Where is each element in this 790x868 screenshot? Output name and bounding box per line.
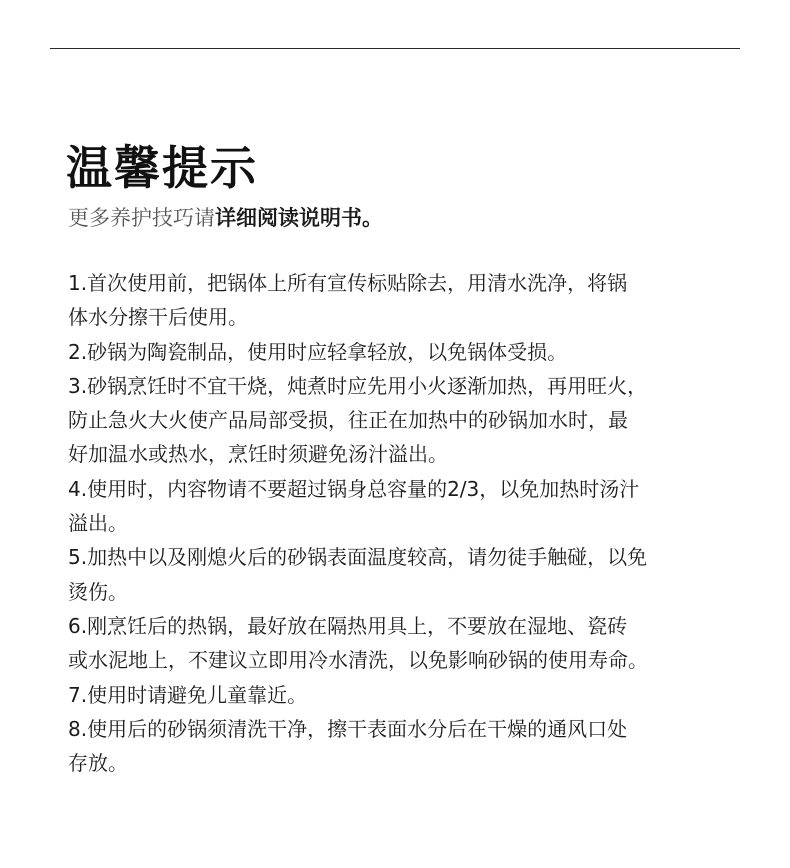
- top-divider: [50, 48, 740, 49]
- note-item-2: [68, 335, 728, 369]
- note-line: 存放。: [68, 751, 128, 776]
- note-line: 7.使用时请避免儿童靠近。: [68, 682, 308, 707]
- note-line: 好加温水或热水，烹饪时须避免汤汁溢出。: [68, 442, 448, 467]
- note-item-6: [68, 609, 728, 678]
- note-line: 2.砂锅为陶瓷制品，使用时应轻拿轻放，以免锅体受损。: [68, 339, 568, 364]
- note-line: 烫伤。: [68, 579, 128, 604]
- note-line: 8.使用后的砂锅须清洗干净，擦干表面水分后在干燥的通风口处: [68, 716, 628, 741]
- note-line: 体水分擦干后使用。: [68, 305, 248, 330]
- subtitle-prefix: 更多养护技巧请: [68, 206, 215, 230]
- note-item-4: [68, 472, 728, 541]
- note-line: 4.使用时，内容物请不要超过锅身总容量的2/3，以免加热时汤汁: [68, 476, 640, 501]
- note-line: 5.加热中以及刚熄火后的砂锅表面温度较高，请勿徒手触碰，以免: [68, 545, 648, 570]
- note-item-5: [68, 540, 728, 609]
- note-line: 3.砂锅烹饪时不宜干烧，炖煮时应先用小火逐渐加热，再用旺火，: [68, 373, 648, 398]
- note-item-3: [68, 369, 728, 472]
- page-title: 温馨提示: [66, 141, 258, 195]
- subtitle-emphasis: 详细阅读说明书。: [215, 206, 383, 230]
- note-item-7: [68, 678, 728, 712]
- care-notes-list: [68, 266, 728, 780]
- note-item-1: [68, 266, 728, 335]
- note-line: 防止急火大火使产品局部受损，往正在加热中的砂锅加水时，最: [68, 408, 628, 433]
- note-line: 或水泥地上，不建议立即用冷水清洗，以免影响砂锅的使用寿命。: [68, 648, 648, 673]
- note-item-8: [68, 712, 728, 781]
- note-line: 1.首次使用前，把锅体上所有宣传标贴除去，用清水洗净，将锅: [68, 271, 628, 295]
- note-line: 溢出。: [68, 511, 128, 536]
- note-line: 6.刚烹饪后的热锅，最好放在隔热用具上，不要放在湿地、瓷砖: [68, 613, 628, 638]
- subtitle: [68, 201, 383, 235]
